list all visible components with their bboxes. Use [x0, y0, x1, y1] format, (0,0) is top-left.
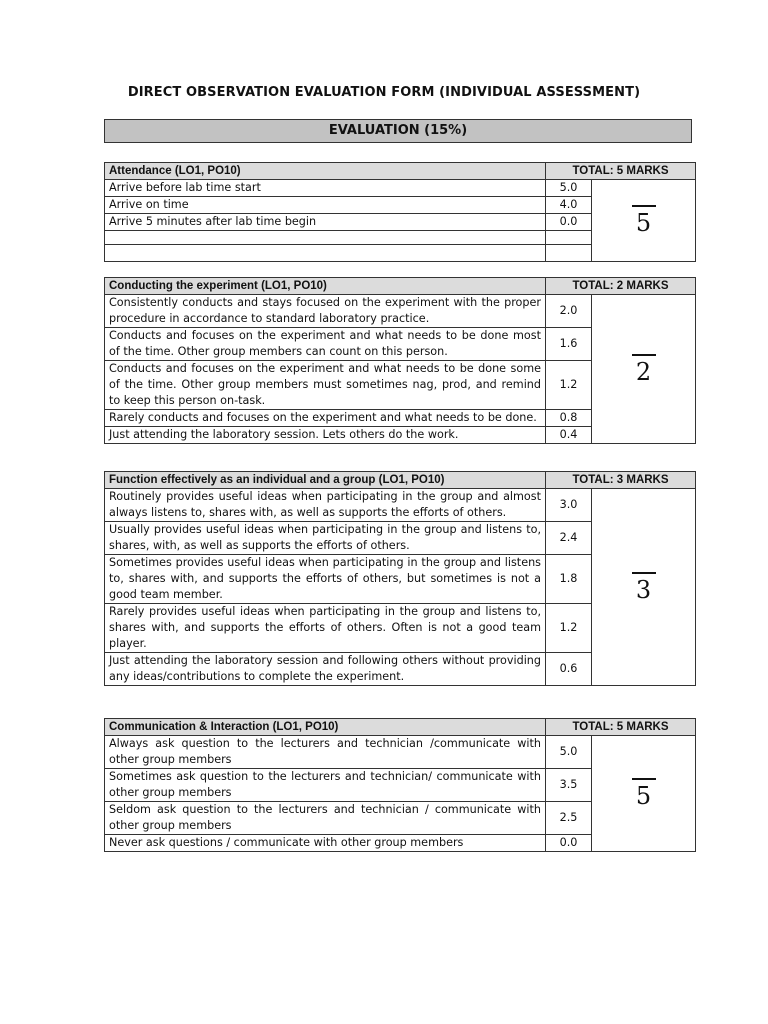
conducting-table [104, 277, 696, 444]
section-total: TOTAL: 2 MARKS [546, 278, 696, 295]
section-header-row [105, 719, 696, 736]
score-fraction [632, 205, 656, 235]
criterion-value: 0.6 [546, 653, 592, 686]
section-total: TOTAL: 5 MARKS [546, 719, 696, 736]
section-title: Conducting the experiment (LO1, PO10) [105, 278, 546, 295]
criterion-row [105, 180, 696, 197]
criterion-desc: Conducts and focuses on the experiment and what needs to be done some of the time. Other group members must sometimes nag, prod, and remind to keep this person on-task. [105, 361, 546, 410]
criterion-desc: Consistently conducts and stays focused on the experiment with the proper procedure in accordance to standard laboratory practice. [105, 295, 546, 328]
section-header-row [105, 163, 696, 180]
page-title: DIRECT OBSERVATION EVALUATION FORM (INDIVIDUAL ASSESSMENT) [127, 85, 641, 100]
fraction-bar [632, 354, 656, 356]
criterion-desc: Arrive 5 minutes after lab time begin [105, 214, 546, 231]
empty-cell [105, 231, 546, 245]
criterion-desc: Rarely provides useful ideas when participating in the group and listens to, shares with, and supports the efforts of others. Often is not a good team player. [105, 604, 546, 653]
section-title: Communication & Interaction (LO1, PO10) [105, 719, 546, 736]
criterion-desc: Routinely provides useful ideas when participating in the group and almost always listens to, shares with, as well as supports the efforts of others. [105, 489, 546, 522]
section-header-row [105, 278, 696, 295]
empty-cell [546, 245, 592, 262]
criterion-value: 2.4 [546, 522, 592, 555]
criterion-value: 2.0 [546, 295, 592, 328]
criterion-desc: Usually provides useful ideas when participating in the group and listens to, shares, with, as well as supports the efforts of others. [105, 522, 546, 555]
criterion-desc: Always ask question to the lecturers and technician /communicate with other group members [105, 736, 546, 769]
teamwork-table [104, 471, 696, 686]
score-fraction [632, 778, 656, 808]
section-header-row [105, 472, 696, 489]
criterion-desc: Never ask questions / communicate with other group members [105, 835, 546, 852]
criterion-value: 2.5 [546, 802, 592, 835]
criterion-value: 1.2 [546, 361, 592, 410]
score-cell [592, 736, 696, 852]
section-total: TOTAL: 5 MARKS [546, 163, 696, 180]
criterion-value: 0.8 [546, 410, 592, 427]
score-denominator: 5 [635, 782, 652, 810]
score-denominator: 2 [635, 357, 652, 386]
criterion-value: 1.8 [546, 555, 592, 604]
criterion-value: 3.5 [546, 769, 592, 802]
criterion-desc: Sometimes ask question to the lecturers and technician/ communicate with other group members [105, 769, 546, 802]
criterion-value: 1.2 [546, 604, 592, 653]
score-fraction [632, 572, 656, 602]
criterion-value: 5.0 [546, 180, 592, 197]
criterion-desc: Arrive on time [105, 197, 546, 214]
criterion-desc: Just attending the laboratory session and following others without providing any ideas/contributions to complete the experiment. [105, 653, 546, 686]
section-title: Attendance (LO1, PO10) [105, 163, 546, 180]
score-cell [592, 180, 696, 262]
criterion-desc: Conducts and focuses on the experiment and what needs to be done most of the time. Other group members can count on this person. [105, 328, 546, 361]
criterion-desc: Just attending the laboratory session. Lets others do the work. [105, 427, 546, 444]
fraction-bar [632, 572, 656, 574]
criterion-value: 0.0 [546, 214, 592, 231]
section-title: Function effectively as an individual and a group (LO1, PO10) [105, 472, 546, 489]
criterion-value: 5.0 [546, 736, 592, 769]
fraction-bar [632, 205, 656, 207]
criterion-value: 3.0 [546, 489, 592, 522]
score-cell [592, 295, 696, 444]
attendance-table [104, 162, 696, 262]
criterion-row [105, 489, 696, 522]
fraction-bar [632, 778, 656, 780]
section-total: TOTAL: 3 MARKS [546, 472, 696, 489]
criterion-value: 0.0 [546, 835, 592, 852]
criterion-desc: Arrive before lab time start [105, 180, 546, 197]
criterion-row [105, 295, 696, 328]
criterion-value: 1.6 [546, 328, 592, 361]
criterion-value: 4.0 [546, 197, 592, 214]
evaluation-banner: EVALUATION (15%) [104, 119, 692, 143]
empty-cell [546, 231, 592, 245]
score-fraction [632, 354, 656, 384]
criterion-desc: Rarely conducts and focuses on the experiment and what needs to be done. [105, 410, 546, 427]
score-cell [592, 489, 696, 686]
criterion-value: 0.4 [546, 427, 592, 444]
criterion-desc: Sometimes provides useful ideas when participating in the group and listens to, shares with, and supports the efforts of others, but sometimes is not a good team member. [105, 555, 546, 604]
criterion-row [105, 736, 696, 769]
communication-table [104, 718, 696, 852]
score-denominator: 3 [635, 575, 652, 604]
empty-cell [105, 245, 546, 262]
criterion-desc: Seldom ask question to the lecturers and technician / communicate with other group members [105, 802, 546, 835]
score-denominator: 5 [635, 209, 652, 237]
